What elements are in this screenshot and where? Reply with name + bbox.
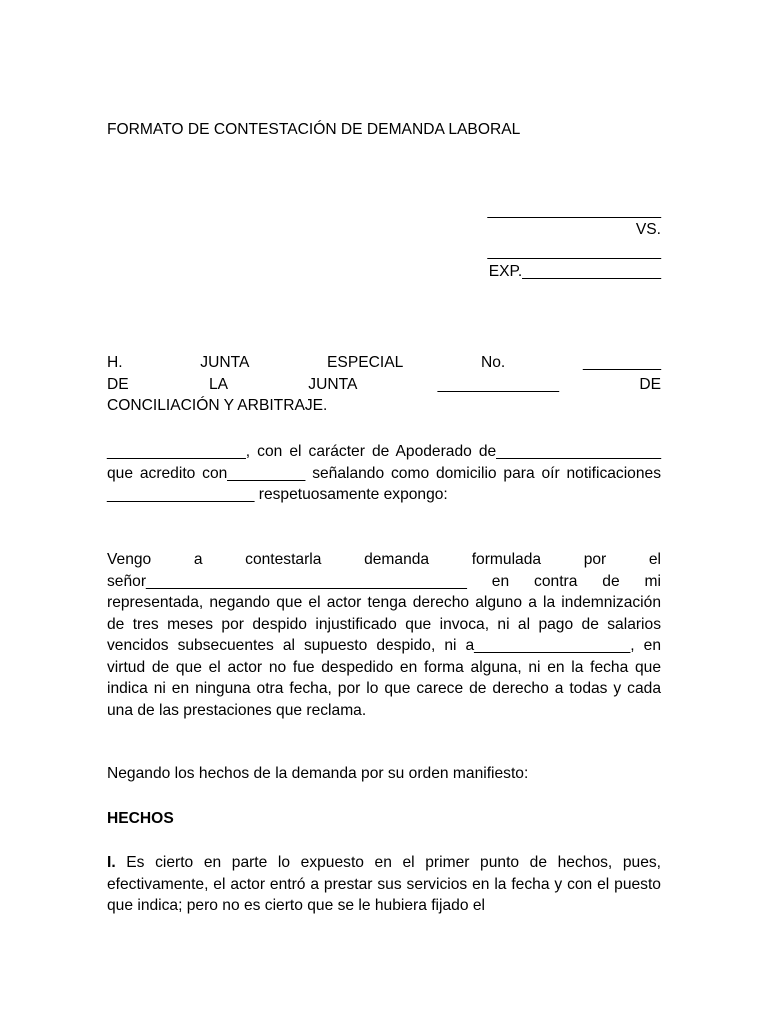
intro-text: respetuosamente expongo: [254,486,448,503]
answer-text: en contra de mi representada, negando que el actor tenga derecho alguno a la indemnización de tres meses por despido injustificado que invoca, ni al pago de salarios vencidos subsecuentes al supuesto despido, ni a [107,572,661,654]
plaintiff-name-blank: _____________________________________ [146,572,467,590]
fact-one-paragraph [107,852,661,917]
document-title: FORMATO DE CONTESTACIÓN DE DEMANDA LABORAL [107,121,521,138]
answer-text: , en virtud de que el actor no fue despedido en forma alguna, ni en la fecha que indica ni en ninguna otra fecha, por lo que carece de derecho a todas y cada una de las prestaciones que reclama. [107,637,661,719]
party-line-defendant: ____________________ [487,243,661,260]
addressee-word: DE [639,375,661,393]
fact-text: Es cierto en parte lo expuesto en el primer punto de hechos, pues, efectivamente, el actor entró a prestar sus servicios en la fecha y con el puesto que indica; pero no es cierto que se le hubiera fijado el [107,854,661,914]
addressee-line: CONCILIACIÓN Y ARBITRAJE. [107,397,328,414]
accreditation-blank: _________ [227,464,306,482]
other-claim-blank: __________________ [474,637,631,654]
intro-text: , con el carácter de Apoderado de [245,443,497,460]
addressee-word: DE [107,375,129,393]
addressee-line [107,352,661,374]
denial-paragraph: Negando los hechos de la demanda por su orden manifiesto: [107,765,529,782]
answer-text: Vengo a contestarla demanda formulada por el señor [107,551,661,590]
client-name-blank: ___________________ [496,443,661,460]
domicile-blank: _________________ [107,486,255,503]
addressee-line [107,374,661,396]
addressee-word: ESPECIAL [327,354,404,371]
intro-text: que acredito con [107,464,228,482]
addressee-block [107,352,661,417]
addressee-word: JUNTA [308,375,358,393]
board-name-blank: ______________ [437,375,560,393]
intro-paragraph [107,441,661,506]
addressee-word: No. [480,354,506,371]
case-file-number: EXP.________________ [488,263,661,280]
attorney-name-blank: ________________ [107,443,246,460]
board-number-blank: _________ [582,354,661,371]
answer-paragraph [107,549,661,721]
facts-heading: HECHOS [107,810,174,827]
party-line-plaintiff: ____________________ [487,202,661,219]
addressee-word: JUNTA [200,354,250,371]
fact-numeral: I. [107,854,116,871]
addressee-word: H. [107,354,123,371]
intro-text: señalando como domicilio para oír notificaciones [305,464,661,482]
versus-label: VS. [635,221,661,238]
addressee-word: LA [208,375,229,393]
